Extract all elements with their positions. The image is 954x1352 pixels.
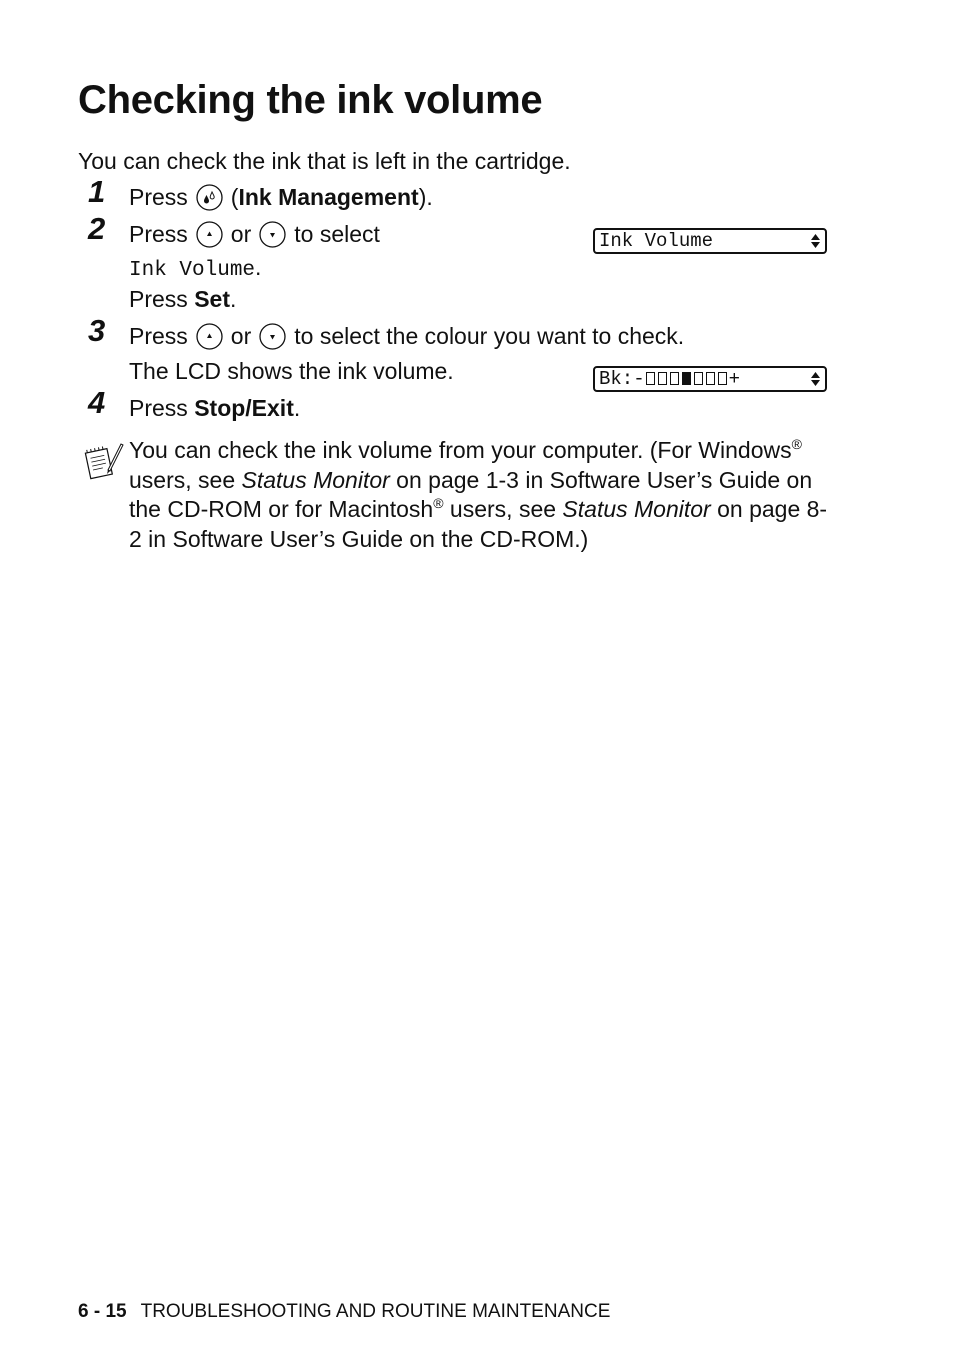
up-arrow-button-icon: [196, 221, 223, 248]
step-2-to-select: to select: [294, 221, 380, 247]
menu-item-ink-volume: Ink Volume: [129, 259, 256, 282]
lcd-display-bk-level: [593, 366, 827, 392]
down-arrow-button-icon: [259, 221, 286, 248]
step-2-press: Press: [129, 221, 188, 247]
step-2-period2: .: [229, 286, 237, 312]
step-3-or: or: [230, 323, 252, 349]
up-down-arrow-icon: [811, 234, 820, 248]
set-key-label: Set: [194, 286, 230, 312]
step-number-1: 1: [88, 174, 106, 209]
up-down-arrow-icon: [811, 372, 820, 386]
lcd-bk-prefix: Bk:-: [599, 368, 645, 390]
step-number-3: 3: [88, 313, 106, 348]
step-3-text: [129, 321, 684, 351]
step-4-text: [129, 393, 300, 423]
step-1-paren-close: ).: [418, 184, 433, 210]
step-2-text: [129, 219, 380, 249]
down-arrow-button-icon: [259, 323, 286, 350]
lcd-display-ink-volume: [593, 228, 827, 254]
page-title: Checking the ink volume: [78, 78, 543, 122]
step-1-text: [129, 182, 433, 212]
ink-management-label: Ink Management: [238, 184, 419, 210]
step-3-press: Press: [129, 323, 188, 349]
section-title: TROUBLESHOOTING AND ROUTINE MAINTENANCE: [140, 1301, 611, 1322]
step-3-lcd-note: The LCD shows the ink volume.: [129, 358, 454, 384]
note-text: [129, 436, 829, 554]
step-1-paren-open: (: [230, 184, 239, 210]
step-3-to-select: to select the colour you want to check.: [294, 323, 685, 349]
intro-text: You can check the ink that is left in the cartridge.: [78, 148, 571, 174]
gauge-block-empty: [658, 372, 667, 385]
step-2-press-set: [129, 284, 236, 314]
ink-level-gauge: [645, 368, 729, 390]
gauge-block-filled: [682, 372, 691, 385]
step-4-period: .: [293, 395, 301, 421]
note-p5: on page 8-2 in Software User’s Guide on the CD-ROM.): [129, 496, 828, 552]
page-footer: [78, 1301, 610, 1323]
gauge-block-empty: [670, 372, 679, 385]
note-p4: users, see: [443, 496, 563, 522]
registered-mark: ®: [433, 495, 444, 511]
gauge-block-empty: [706, 372, 715, 385]
note-p1: You can check the ink volume from your computer. (For Windows: [129, 437, 792, 463]
step-2-menu-line: [129, 252, 261, 282]
note-p3: on page 1-3 in Software User’s Guide on the CD-ROM or for Macintosh: [129, 466, 813, 522]
lcd-ink-volume-text: Ink Volume: [599, 230, 714, 252]
step-number-4: 4: [88, 385, 106, 420]
step-2-period: .: [255, 254, 262, 280]
up-arrow-button-icon: [196, 323, 223, 350]
lcd-bk-suffix: +: [728, 368, 741, 390]
step-2-or: or: [230, 221, 252, 247]
step-2-press2: Press: [129, 286, 188, 312]
step-4-press: Press: [129, 395, 188, 421]
step-1-press: Press: [129, 184, 188, 210]
gauge-block-empty: [718, 372, 727, 385]
status-monitor-ref-1: Status Monitor: [241, 466, 390, 493]
note-p2: users, see: [129, 466, 242, 493]
registered-mark: ®: [791, 436, 802, 452]
step-number-2: 2: [88, 211, 106, 246]
gauge-block-empty: [694, 372, 703, 385]
stop-exit-key-label: Stop/Exit: [194, 395, 294, 421]
gauge-block-empty: [646, 372, 655, 385]
status-monitor-ref-2: Status Monitor: [562, 496, 711, 522]
ink-management-icon: [196, 184, 223, 211]
note-pad-icon: [84, 440, 124, 484]
page-number: 6 - 15: [78, 1301, 127, 1322]
